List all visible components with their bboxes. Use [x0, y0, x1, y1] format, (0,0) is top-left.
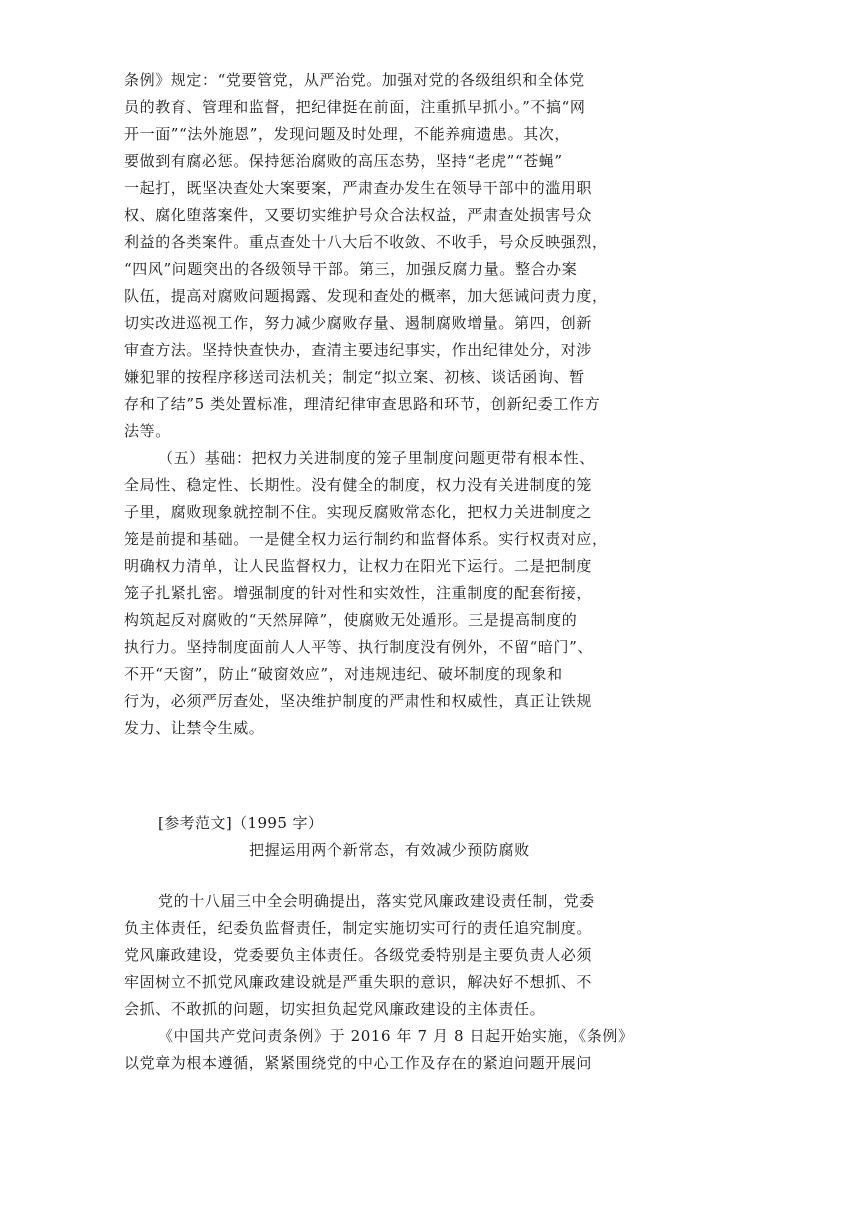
paragraph-line: 子里，腐败现象就控制不住。实现反腐败常态化，把权力关进制度之	[124, 503, 593, 521]
paragraph-line: 利益的各类案件。重点查处十八大后不收敛、不收手，号众反映强烈，	[124, 233, 608, 251]
paragraph-line: 嫌犯罪的按程序移送司法机关；制定“拟立案、初核、谈话函询、暂	[124, 368, 585, 386]
paragraph-line: 党风廉政建设，党委要负主体责任。各级党委特别是主要负责人必须	[124, 946, 593, 964]
paragraph-line: 牢固树立不抓党风廉政建设就是严重失职的意识，解决好不想抓、不	[124, 973, 593, 991]
paragraph-line: 条例》规定：“党要管党，从严治党。加强对党的各级组织和全体党	[124, 71, 585, 89]
paragraph-line: 审查方法。坚持快查快办，查清主要违纪事实，作出纪律处分，对涉	[124, 341, 593, 359]
paragraph-line: 笼子扎紧扎密。增强制度的针对性和实效性，注重制度的配套衔接，	[124, 584, 593, 602]
paragraph-line: 执行力。坚持制度面前人人平等、执行制度没有例外，不留“暗门”、	[124, 638, 593, 656]
paragraph-line: 不开“天窗”，防止“破窗效应”，对违规违纪、破坏制度的现象和	[124, 665, 563, 683]
paragraph-line: 队伍，提高对腐败问题揭露、发现和查处的概率，加大惩诫问责力度，	[124, 287, 608, 305]
paragraph-line: 权、腐化堕落案件，又要切实维护号众合法权益，严肃查处损害号众	[124, 206, 593, 224]
paragraph-line: 明确权力清单，让人民监督权力，让权力在阳光下运行。二是把制度	[124, 557, 593, 575]
paragraph-line: 要做到有腐必惩。保持惩治腐败的高压态势，坚持“老虎”“苍蝇”	[124, 152, 563, 170]
paragraph-line: 员的教育、管理和监督，把纪律挺在前面，注重抓早抓小。”不搞“网	[124, 98, 586, 116]
reference-label: [参考范文]（1995 字）	[158, 814, 324, 832]
paragraph-line: 发力、让禁令生威。	[124, 719, 265, 737]
paragraph-line: 切实改进巡视工作，努力减少腐败存量、遏制腐败增量。第四，创新	[124, 314, 593, 332]
paragraph-first-line: 《中国共产党问责条例》于 2016 年 7 月 8 日起开始实施，《条例》	[158, 1027, 634, 1045]
paragraph-line: 会抓、不敢抓的问题，切实担负起党风廉政建设的主体责任。	[124, 1000, 546, 1018]
paragraph-line: 负主体责任，纪委负监督责任，制定实施切实可行的责任追究制度。	[124, 919, 593, 937]
article-title: 把握运用两个新常态，有效减少预防腐败	[249, 841, 530, 859]
paragraph-line: 存和了结”5 类处置标准，理清纪律审查思路和环节，创新纪委工作方	[124, 395, 601, 413]
paragraph-line: “四风”问题突出的各级领导干部。第三，加强反腐力量。整合办案	[124, 260, 578, 278]
paragraph-line: 笼是前提和基础。一是健全权力运行制约和监督体系。实行权责对应，	[124, 530, 608, 548]
paragraph-line: 一起打，既坚决查处大案要案，严肃查办发生在领导干部中的滥用职	[124, 179, 593, 197]
paragraph-line: 开一面”“法外施恩”，发现问题及时处理，不能养痈遗患。其次，	[124, 125, 571, 143]
paragraph-first-line: 党的十八届三中全会明确提出，落实党风廉政建设责任制，党委	[158, 892, 595, 910]
paragraph-line: 以党章为根本遵循，紧紧围绕党的中心工作及存在的紧迫问题开展问	[124, 1054, 593, 1072]
paragraph-line: 构筑起反对腐败的“天然屏障”，使腐败无处遁形。三是提高制度的	[124, 611, 578, 629]
paragraph-line: 全局性、稳定性、长期性。没有健全的制度，权力没有关进制度的笼	[124, 476, 593, 494]
paragraph-line: 行为，必须严厉查处，坚决维护制度的严肃性和权威性，真正让铁规	[124, 692, 593, 710]
paragraph-line: 法等。	[124, 422, 171, 440]
paragraph-first-line: （五）基础：把权力关进制度的笼子里制度问题更带有根本性、	[158, 449, 595, 467]
